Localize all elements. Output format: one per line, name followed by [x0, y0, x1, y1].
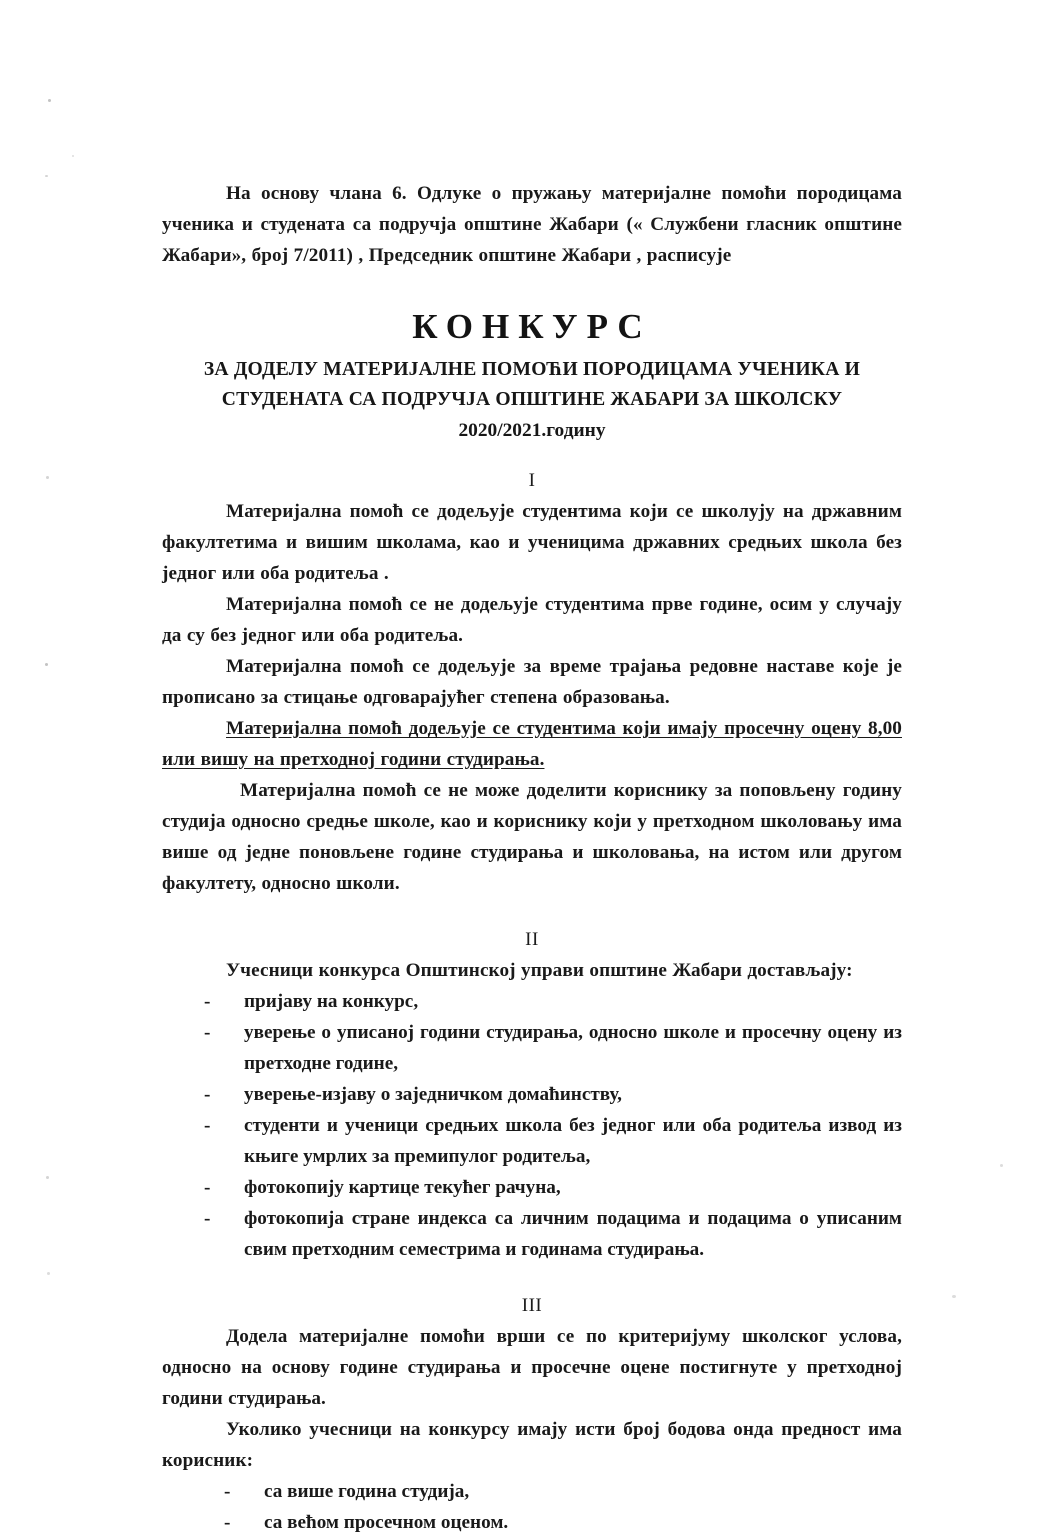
list-item-label: фотокопију картице текућег рачуна, [244, 1177, 561, 1198]
section-1-closing-paragraph: Материјална помоћ се не може доделити кориснику за поповљену годину студија односно средње школе, као и кориснику који у претходном школовању има више од једне поновљене године студирања и школовања, на истом или другом факултету, односно школи. [162, 780, 902, 894]
scan-speckle-icon [952, 1295, 956, 1298]
list-item [162, 1476, 902, 1507]
list-item [162, 1203, 902, 1265]
list-item [162, 986, 902, 1017]
scan-speckle-icon [46, 476, 49, 479]
bullet-dash-icon: - [204, 1177, 211, 1198]
list-item-label: са више година студија, [264, 1481, 470, 1502]
list-item [162, 1017, 902, 1079]
section-2-requirements-list [162, 986, 902, 1265]
section-numeral-2: II [525, 929, 539, 950]
page-title: КОНКУРС [412, 307, 652, 346]
title-school-year: 2020/2021.годину [458, 420, 606, 441]
section-3-paragraph-2: Уколико учесници на конкурсу имају исти број бодова онда предност има корисник: [162, 1419, 902, 1471]
list-item-label: студенти и ученици средњих школа без једног или оба родитеља извод из књиге умрлих за премипулог родитеља, [244, 1115, 902, 1167]
bullet-dash-icon: - [224, 1512, 231, 1533]
section-1-paragraph-1: Материјална помоћ се додељује студентима који се школују на државним факултетима и вишим школама, као и ученицима државних средњих школа без једног или оба родитеља . [162, 501, 902, 584]
bullet-dash-icon: - [204, 1115, 211, 1136]
list-item-label: пријаву на конкурс, [244, 991, 419, 1012]
section-3-priority-list [162, 1476, 902, 1538]
list-item-label: фотокопија стране индекса са личним подацима и подацима о уписаним свим претходним семестрима и годинама студирања. [244, 1208, 902, 1260]
section-3-paragraph-1: Додела материјалне помоћи врши се по критеријуму школског услова, односно на основу године студирања и просечне оцене постигнуте у претходној години студирања. [162, 1326, 902, 1409]
section-2-lead-in: Учесници конкурса Општинској управи општине Жабари достављају: [226, 960, 853, 981]
bullet-dash-icon: - [204, 1208, 211, 1229]
title-subtitle-line-2: СТУДЕНАТА СА ПОДРУЧЈА ОПШТИНЕ ЖАБАРИ ЗА ШКОЛСКУ [221, 389, 843, 410]
list-item [162, 1110, 902, 1172]
scan-speckle-icon [45, 663, 48, 666]
section-1-paragraph-3: Материјална помоћ се додељује за време трајања редовне наставе које је прописано за стицање одговарајућег степена образовања. [162, 656, 902, 708]
intro-paragraph: На основу члана 6. Одлуке о пружању материјалне помоћи породицама ученика и студената са подручја општине Жабари (« Службени гласник општине Жабари», број 7/2011) , Председник општине Жабари , расписује [162, 183, 902, 266]
list-item [162, 1507, 902, 1538]
list-item [162, 1079, 902, 1110]
section-numeral-1: I [528, 470, 536, 491]
section-1-underlined-paragraph: Материјална помоћ додељује се студентима који имају просечну оцену 8,00 или вишу на претходној години студирања. [162, 718, 902, 770]
scan-speckle-icon [46, 1176, 49, 1179]
list-item [162, 1172, 902, 1203]
title-subtitle-line-1: ЗА ДОДЕЛУ МАТЕРИЈАЛНЕ ПОМОЋИ ПОРОДИЦАМА УЧЕНИКА И [203, 359, 861, 380]
list-item-label: уверење о уписаној години студирања, односно школе и просечну оцену из претходне године, [244, 1022, 902, 1074]
list-item-label: са већом просечном оценом. [264, 1512, 509, 1533]
document-content [162, 178, 902, 1538]
scan-speckle-icon [72, 155, 74, 157]
section-numeral-3: III [521, 1295, 543, 1316]
document-title-block [162, 305, 902, 446]
scan-speckle-icon [47, 1272, 50, 1275]
bullet-dash-icon: - [204, 1022, 211, 1043]
bullet-dash-icon: - [204, 991, 211, 1012]
scan-speckle-icon [45, 175, 48, 177]
list-item-label: уверење-изјаву о заједничком домаћинству, [244, 1084, 622, 1105]
scan-speckle-icon [1000, 1164, 1003, 1167]
bullet-dash-icon: - [204, 1084, 211, 1105]
bullet-dash-icon: - [224, 1481, 231, 1502]
section-1-paragraph-2: Материјална помоћ се не додељује студентима прве године, осим у случају да су без једног или оба родитеља. [162, 594, 902, 646]
scan-speckle-icon [48, 99, 51, 102]
